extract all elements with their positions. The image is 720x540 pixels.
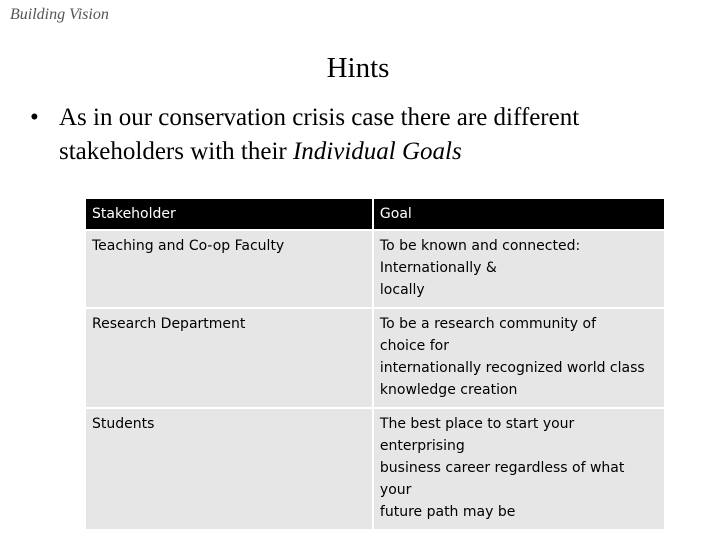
goal-line: internationally recognized world class	[379, 360, 645, 376]
column-header-goal: Goal	[374, 199, 664, 229]
slide-title: Hints	[326, 52, 390, 84]
goal-line: Internationally &	[379, 260, 497, 276]
goal-cell	[374, 231, 664, 307]
stakeholder-goals-table	[84, 197, 666, 531]
bullet-text-emphasis: Individual Goals	[292, 138, 462, 165]
table-header-row	[86, 199, 664, 229]
goal-line: future path may be	[379, 504, 516, 520]
bullet-text	[30, 101, 690, 169]
goal-line: enterprising	[379, 438, 465, 454]
stakeholder-cell: Students	[86, 409, 372, 529]
bullet-text-plain: As in our conservation crisis case there are different stakeholders with their	[59, 104, 580, 165]
section-header-label: Building Vision	[10, 6, 109, 23]
goal-line: locally	[379, 282, 425, 298]
table-row	[86, 231, 664, 307]
goal-line: The best place to start your	[379, 416, 575, 432]
stakeholder-cell: Research Department	[86, 309, 372, 407]
column-header-stakeholder: Stakeholder	[86, 199, 372, 229]
goal-cell	[374, 409, 664, 529]
goal-line: business career regardless of what	[379, 460, 625, 476]
stakeholder-cell: Teaching and Co-op Faculty	[86, 231, 372, 307]
table-row	[86, 309, 664, 407]
goal-line: To be a research community of	[379, 316, 596, 332]
goal-line: choice for	[379, 338, 449, 354]
table-row	[86, 409, 664, 529]
goal-line: To be known and connected:	[379, 238, 581, 254]
goal-line: knowledge creation	[379, 382, 518, 398]
goal-line: your	[379, 482, 412, 498]
bullet-marker: •	[30, 104, 39, 131]
goal-cell	[374, 309, 664, 407]
bullet-point	[30, 101, 690, 169]
